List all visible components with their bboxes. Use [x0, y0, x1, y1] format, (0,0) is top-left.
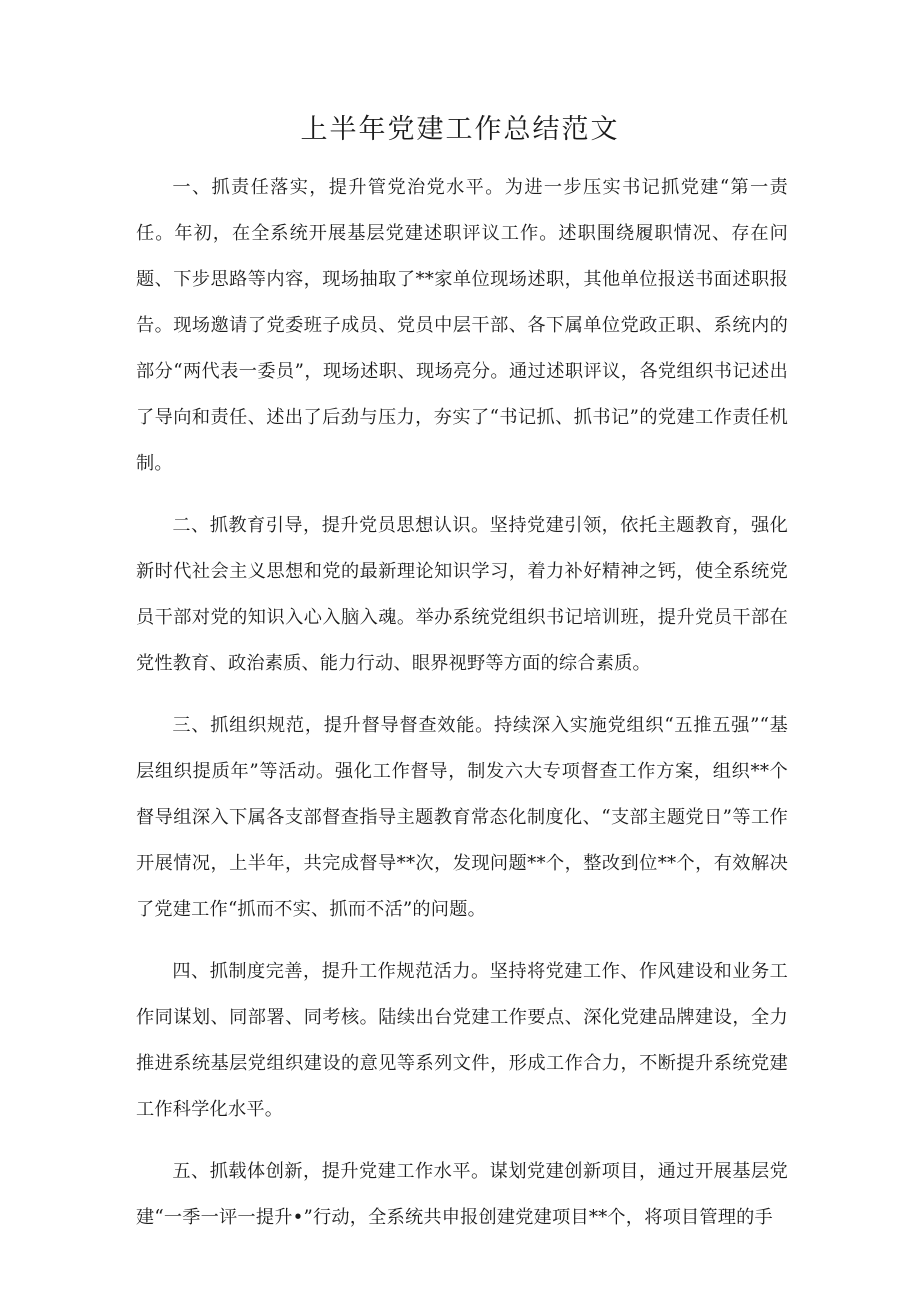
paragraph-4: 四、抓制度完善，提升工作规范活力。坚持将党建工作、作风建设和业务工作同谋划、同部署、同考核。陆续出台党建工作要点、深化党建品牌建设，全力推进系统基层党组织建设的意见等系列文件，形成工作合力，不断提升系统党建工作科学化水平。	[136, 961, 788, 1120]
paragraph-1: 一、抓责任落实，提升管党治党水平。为进一步压实书记抓党建“第一责任。年初，在全系统开展基层党建述职评议工作。述职围绕履职情况、存在问题、下步思路等内容，现场抽取了**家单位现场述职，其他单位报送书面述职报告。现场邀请了党委班子成员、党员中层干部、各下属单位党政正职、系统内的部分“两代表一委员”，现场述职、现场亮分。通过述职评议，各党组织书记述出了导向和责任、述出了后劲与压力，夯实了“书记抓、抓书记”的党建工作责任机制。	[136, 177, 788, 474]
paragraph-3: 三、抓组织规范，提升督导督查效能。持续深入实施党组织“五推五强”“基层组织提质年”等活动。强化工作督导，制发六大专项督查工作方案，组织**个督导组深入下属各支部督查指导主题教育常态化制度化、“支部主题党日”等工作开展情况，上半年，共完成督导**次，发现问题**个，整改到位**个，有效解决了党建工作“抓而不实、抓而不活”的问题。	[136, 715, 788, 920]
paragraph-2: 二、抓教育引导，提升党员思想认识。坚持党建引领，依托主题教育，强化新时代社会主义思想和党的最新理论知识学习，着力补好精神之钙，使全系统党员干部对党的知识入心入脑入魂。举办系统党组织书记培训班，提升党员干部在党性教育、政治素质、能力行动、眼界视野等方面的综合素质。	[136, 515, 788, 674]
paragraph-5: 五、抓载体创新，提升党建工作水平。谋划党建创新项目，通过开展基层党建“一季一评一提升•”行动，全系统共申报创建党建项目**个，将项目管理的手	[136, 1161, 788, 1228]
document-body	[136, 165, 788, 1257]
document-title: 上半年党建工作总结范文	[300, 114, 620, 145]
